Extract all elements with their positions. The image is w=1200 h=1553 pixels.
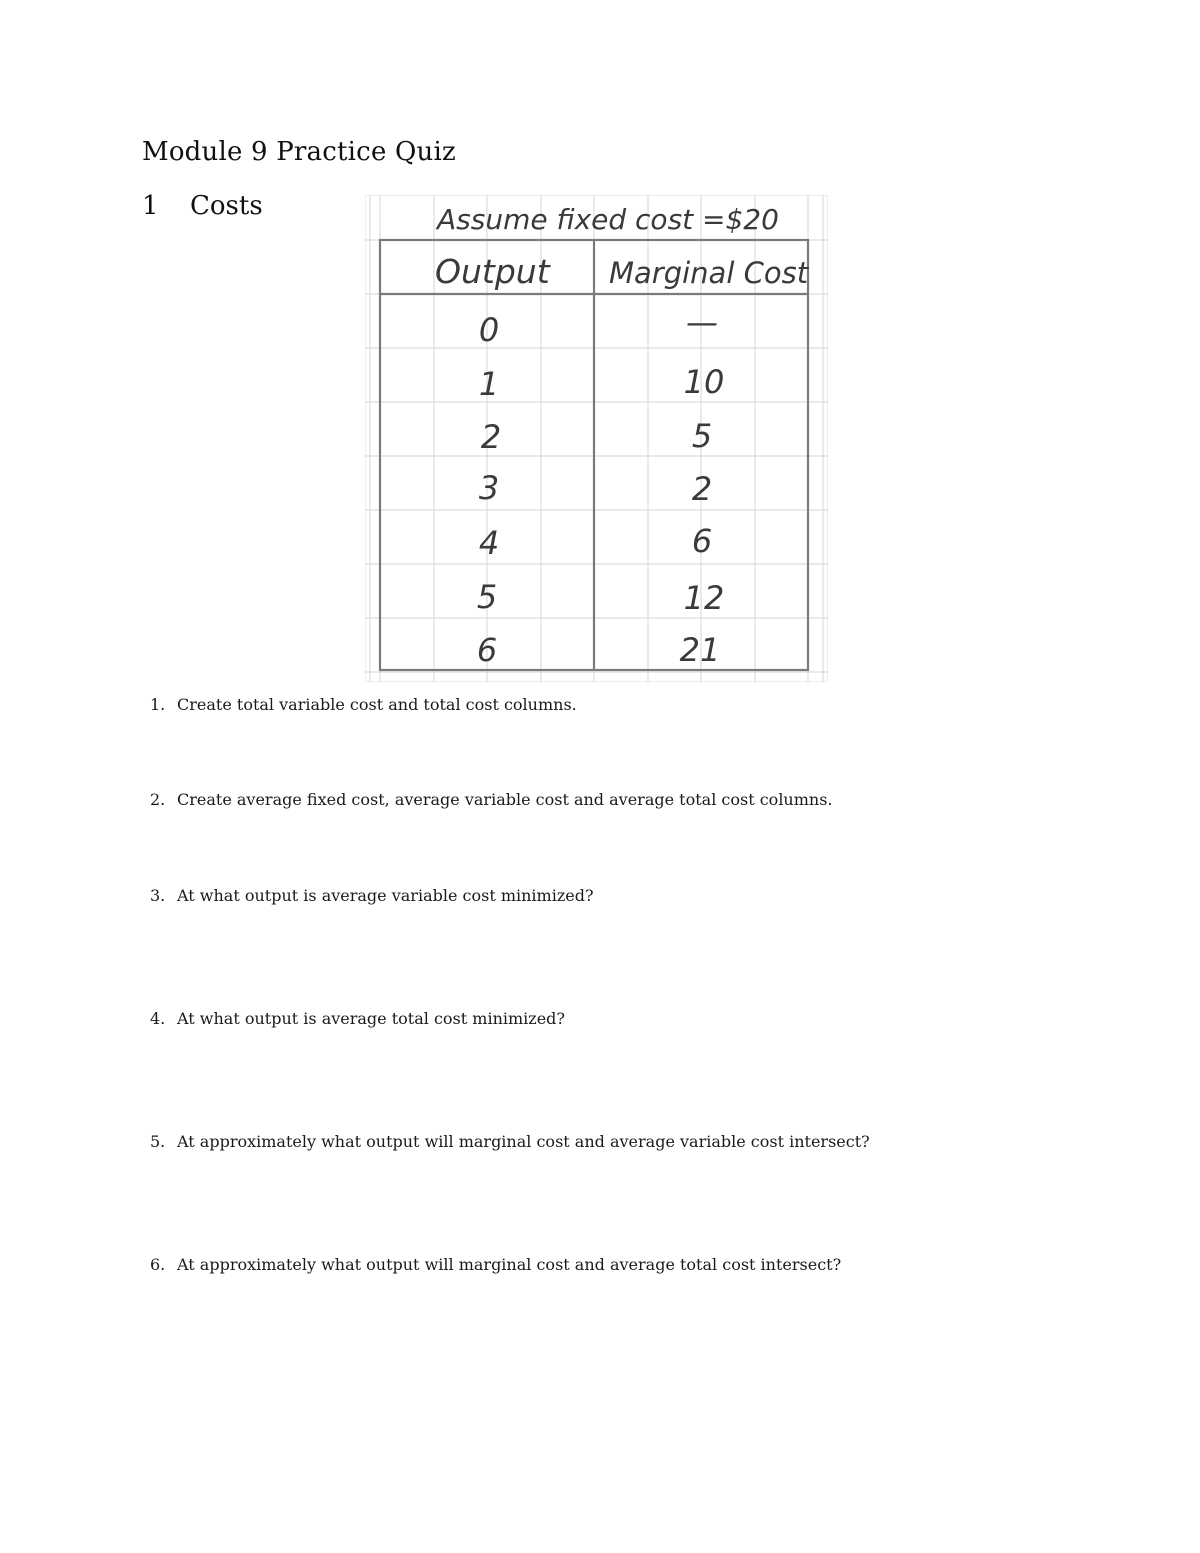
question-text: At what output is average variable cost minimized?: [177, 886, 594, 905]
section-title: Costs: [190, 191, 263, 221]
question-text: Create total variable cost and total cost columns.: [177, 695, 577, 714]
question-item: [150, 694, 577, 716]
section-number: 1: [142, 191, 159, 221]
question-number: 2.: [150, 790, 166, 809]
fixed-cost-note: Assume fixed cost =$20: [437, 203, 779, 236]
question-item: [150, 789, 833, 811]
cost-table-drawing: [365, 195, 828, 682]
marginal-cost-cell: —: [686, 303, 718, 341]
output-cell: 1: [478, 365, 500, 403]
marginal-cost-cell: 6: [691, 522, 713, 560]
marginal-cost-column-header: Marginal Cost: [609, 256, 809, 290]
question-number: 6.: [150, 1255, 166, 1274]
output-cell: 5: [476, 578, 498, 616]
question-text: At what output is average total cost minimized?: [177, 1009, 565, 1028]
output-cell: 4: [478, 524, 500, 562]
question-text: At approximately what output will marginal cost and average total cost intersect?: [177, 1255, 842, 1274]
question-text: Create average fixed cost, average variable cost and average total cost columns.: [177, 790, 833, 809]
marginal-cost-cell: 2: [691, 470, 713, 508]
section-heading: [142, 188, 263, 224]
marginal-cost-cell: 10: [683, 363, 725, 401]
output-cell: 0: [478, 311, 500, 349]
question-item: [150, 1131, 870, 1153]
output-cell: 6: [476, 631, 498, 669]
question-item: [150, 1008, 565, 1030]
handwritten-cost-table-image: [365, 195, 828, 682]
question-number: 5.: [150, 1132, 166, 1151]
output-column-header: Output: [435, 252, 550, 291]
marginal-cost-cell: 5: [691, 417, 713, 455]
output-cell: 2: [480, 418, 502, 456]
question-number: 3.: [150, 886, 166, 905]
output-cell: 3: [478, 469, 500, 507]
question-number: 1.: [150, 695, 166, 714]
question-text: At approximately what output will marginal cost and average variable cost intersect?: [177, 1132, 870, 1151]
question-item: [150, 885, 594, 907]
marginal-cost-cell: 21: [679, 631, 721, 669]
marginal-cost-cell: 12: [683, 579, 725, 617]
question-item: [150, 1254, 841, 1276]
question-number: 4.: [150, 1009, 166, 1028]
page-title: Module 9 Practice Quiz: [142, 137, 456, 167]
